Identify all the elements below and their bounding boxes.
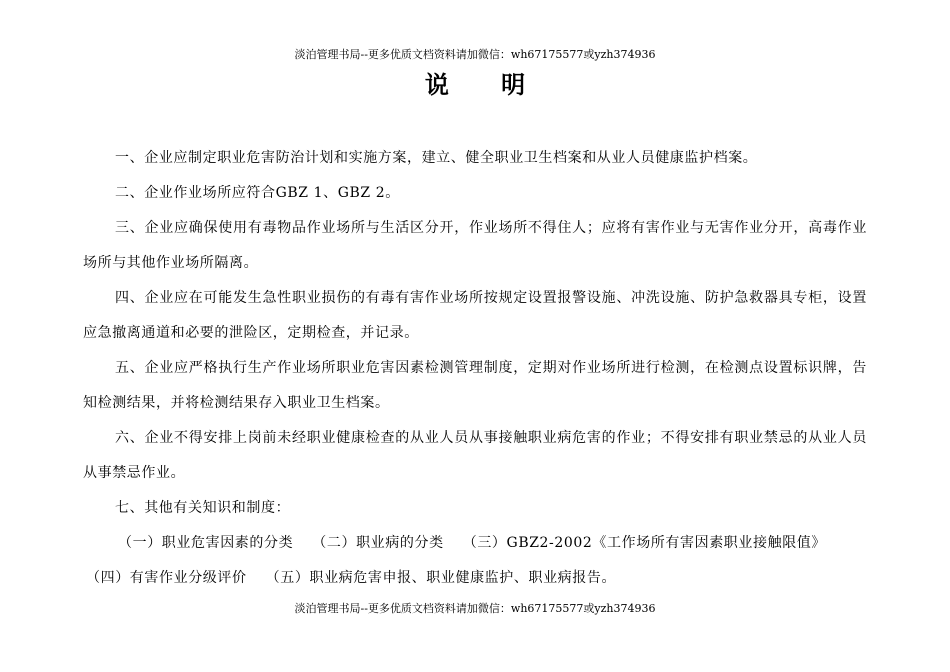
document-body: [83, 141, 867, 596]
page-title: 说 明: [424, 70, 548, 99]
sub-item-4: （四）有害作业分级评价: [86, 570, 247, 586]
paragraph-6: 六、企业不得安排上岗前未经职业健康检查的从业人员从事接触职业病危害的作业；不得安排有职业禁忌的从业人员从事禁忌作业。: [83, 430, 867, 481]
sub-item-5: （五）职业病危害申报、职业健康监护、职业病报告。: [265, 570, 617, 586]
sub-item-3: （三）GBZ2-2002《工作场所有害因素职业接触限值》: [462, 535, 826, 551]
sub-item-line-2: [83, 561, 867, 596]
sub-item-1: （一）职业危害因素的分类: [118, 535, 294, 551]
paragraph-1: 一、企业应制定职业危害防治计划和实施方案，建立、健全职业卫生档案和从业人员健康监护档案。: [115, 150, 758, 166]
paragraph-5: 五、企业应严格执行生产作业场所职业危害因素检测管理制度，定期对作业场所进行检测，在检测点设置标识牌，告知检测结果，并将检测结果存入职业卫生档案。: [83, 360, 867, 411]
paragraph-4: 四、企业应在可能发生急性职业损伤的有毒有害作业场所按规定设置报警设施、冲洗设施、防护急救器具专柜，设置应急撤离通道和必要的泄险区，定期检查，并记录。: [83, 290, 867, 341]
footer-note: 淡泊管理书局--更多优质文档资料请加微信：wh67175577或yzh374936: [294, 602, 656, 615]
header-note: 淡泊管理书局--更多优质文档资料请加微信：wh67175577或yzh374936: [294, 48, 656, 61]
paragraph-2: 二、企业作业场所应符合GBZ 1、GBZ 2。: [115, 185, 400, 201]
paragraph-3: 三、企业应确保使用有毒物品作业场所与生活区分开，作业场所不得住人；应将有害作业与无害作业分开，高毒作业场所与其他作业场所隔离。: [83, 220, 867, 271]
sub-item-list: [83, 526, 867, 596]
paragraph-7: 七、其他有关知识和制度：: [115, 500, 291, 516]
sub-item-line-1: [83, 526, 867, 561]
sub-item-2: （二）职业病的分类: [312, 535, 444, 551]
